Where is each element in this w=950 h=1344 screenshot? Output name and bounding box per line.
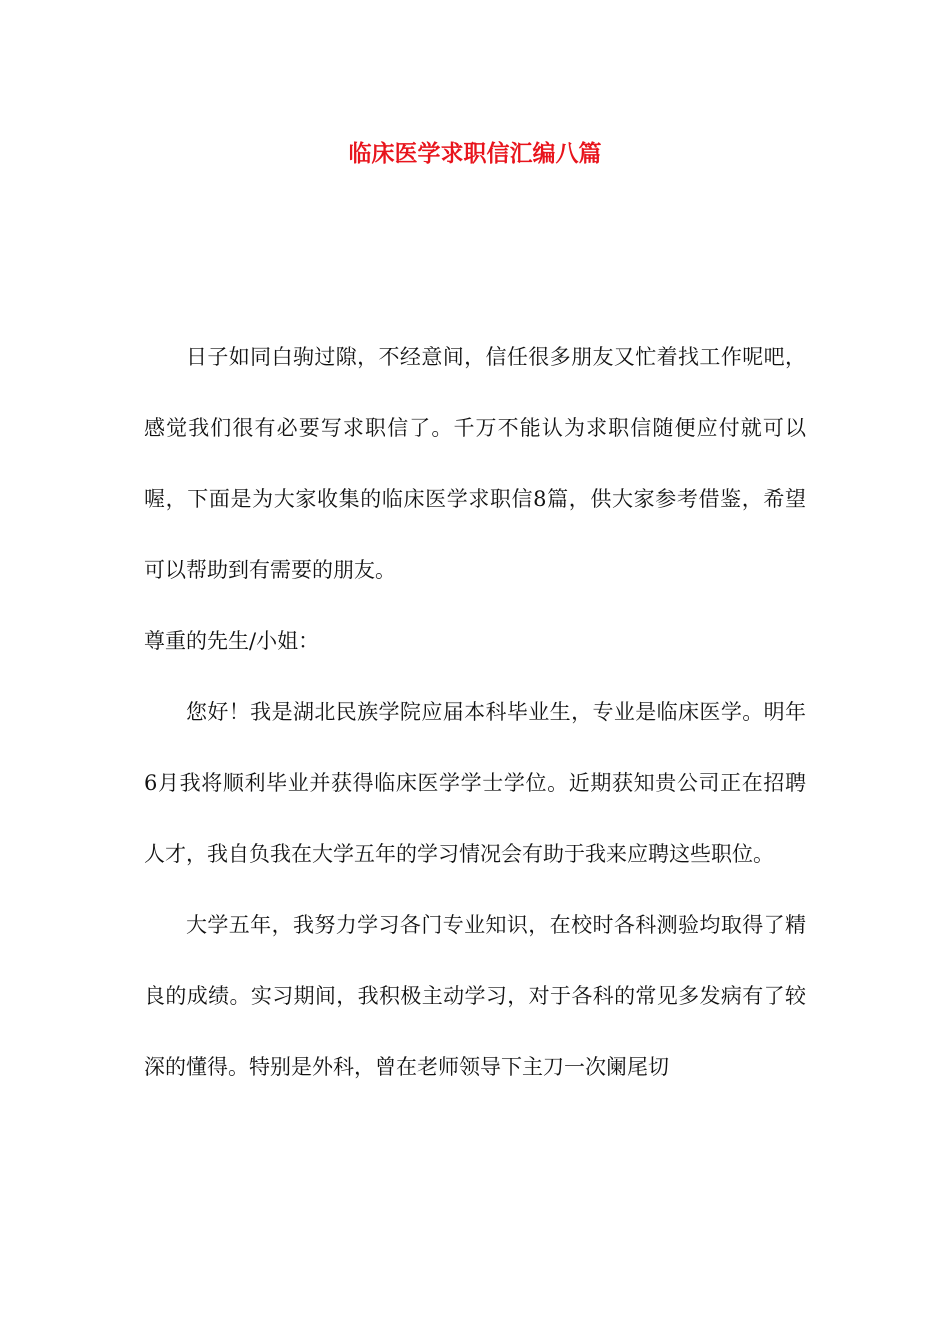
greeting-paragraph: 您好！我是湖北民族学院应届本科毕业生，专业是临床医学。明年6月我将顺利毕业并获得临床医学学士学位。近期获知贵公司正在招聘人才，我自负我在大学五年的学习情况会有助于我来应聘这些职位。 <box>144 700 806 866</box>
salutation: 尊重的先生/小姐： <box>144 629 320 653</box>
document-body <box>144 322 806 1103</box>
study-paragraph: 大学五年，我努力学习各门专业知识，在校时各科测验均取得了精良的成绩。实习期间，我积极主动学习，对于各科的常见多发病有了较深的懂得。特别是外科，曾在老师领导下主刀一次阑尾切 <box>144 913 806 1079</box>
document-title: 临床医学求职信汇编八篇 <box>348 140 602 167</box>
intro-paragraph: 日子如同白驹过隙，不经意间，信任很多朋友又忙着找工作呢吧，感觉我们很有必要写求职信了。千万不能认为求职信随便应付就可以喔，下面是为大家收集的临床医学求职信8篇，供大家参考借鉴，希望可以帮助到有需要的朋友。 <box>144 345 806 582</box>
